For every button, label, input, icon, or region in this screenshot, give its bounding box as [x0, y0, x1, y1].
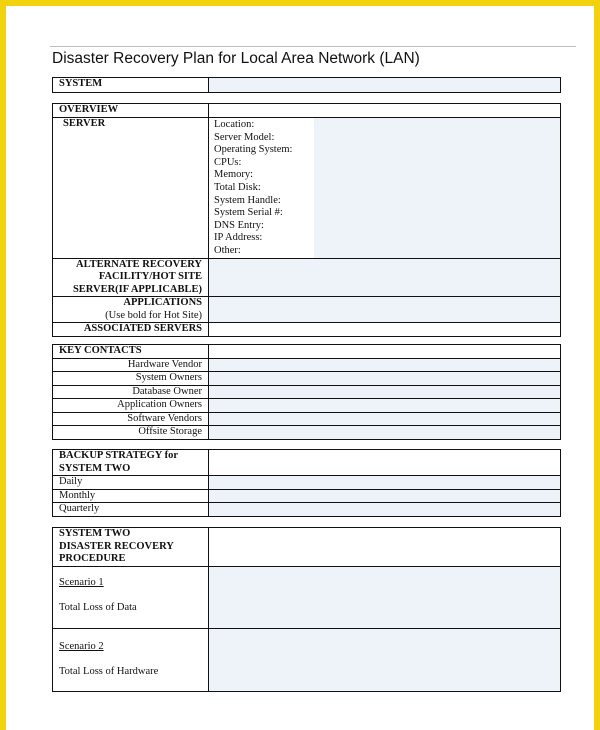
system-table — [52, 77, 561, 93]
contact-hardware-vendor-field[interactable] — [209, 358, 561, 372]
server-location-label: Location: — [214, 119, 255, 130]
backup-monthly-label: Monthly — [53, 489, 209, 503]
scenario-1-description: Total Loss of Data — [59, 601, 137, 613]
key-contacts-label: KEY CONTACTS — [53, 345, 209, 359]
alternate-site-label — [53, 258, 209, 297]
backup-label-line1: BACKUP STRATEGY for — [59, 450, 179, 461]
associated-servers-field[interactable] — [209, 323, 561, 337]
server-memory-label: Memory: — [214, 169, 254, 181]
contact-system-owners-field[interactable] — [209, 372, 561, 386]
key-contacts-field[interactable] — [209, 345, 561, 359]
procedure-field[interactable] — [209, 528, 561, 567]
key-contacts-table — [52, 344, 561, 440]
procedure-label-line1: SYSTEM TWO — [59, 528, 131, 539]
scenario-2-cell — [53, 629, 209, 692]
server-serial-label: System Serial #: — [214, 207, 283, 219]
scenario-2-title: Scenario 2 — [59, 641, 104, 652]
backup-monthly-field[interactable] — [209, 489, 561, 503]
applications-note: (Use bold for Hot Site) — [105, 309, 202, 321]
backup-field[interactable] — [209, 450, 561, 476]
header-rule — [50, 46, 576, 47]
document-page — [6, 6, 594, 730]
overview-label: OVERVIEW — [53, 104, 209, 118]
applications-label — [53, 297, 209, 323]
server-handle-label: System Handle: — [214, 194, 281, 206]
server-other-label: Other: — [214, 244, 241, 256]
scenario-2-description: Total Loss of Hardware — [59, 665, 159, 677]
backup-label — [53, 450, 209, 476]
backup-table — [52, 449, 561, 517]
backup-quarterly-label: Quarterly — [53, 503, 209, 517]
overview-table — [52, 103, 561, 337]
contact-application-owners-field[interactable] — [209, 399, 561, 413]
server-ip-label: IP Address: — [214, 232, 263, 244]
server-details-field[interactable] — [314, 118, 560, 258]
backup-label-line2: SYSTEM TWO — [59, 462, 131, 474]
backup-daily-label: Daily — [53, 476, 209, 490]
server-dns-label: DNS Entry: — [214, 219, 264, 231]
scenario-2-field[interactable] — [209, 629, 561, 692]
backup-daily-field[interactable] — [209, 476, 561, 490]
procedure-label-line2: DISASTER RECOVERY — [59, 540, 174, 552]
server-field-labels — [209, 118, 314, 258]
applications-title: APPLICATIONS — [123, 297, 202, 309]
server-disk-label: Total Disk: — [214, 181, 261, 193]
server-details — [209, 118, 561, 259]
applications-field[interactable] — [209, 297, 561, 323]
procedure-label-line3: PROCEDURE — [59, 553, 126, 564]
contact-hardware-vendor-label: Hardware Vendor — [53, 358, 209, 372]
contact-system-owners-label: System Owners — [53, 372, 209, 386]
contact-offsite-storage-label: Offsite Storage — [53, 426, 209, 440]
system-field[interactable] — [209, 78, 561, 93]
document-title: Disaster Recovery Plan for Local Area Network (LAN) — [52, 50, 420, 67]
server-label: SERVER — [53, 118, 209, 259]
contact-software-vendors-field[interactable] — [209, 412, 561, 426]
procedure-label — [53, 528, 209, 567]
scenario-1-cell — [53, 567, 209, 629]
contact-database-owner-label: Database Owner — [53, 385, 209, 399]
server-model-label: Server Model: — [214, 131, 275, 143]
alternate-site-line2: FACILITY/HOT SITE — [98, 271, 202, 283]
system-label: SYSTEM — [53, 78, 209, 93]
alternate-site-field[interactable] — [209, 258, 561, 297]
server-cpus-label: CPUs: — [214, 156, 242, 168]
overview-field[interactable] — [209, 104, 561, 118]
associated-servers-label: ASSOCIATED SERVERS — [53, 323, 209, 337]
contact-offsite-storage-field[interactable] — [209, 426, 561, 440]
contact-database-owner-field[interactable] — [209, 385, 561, 399]
contact-application-owners-label: Application Owners — [53, 399, 209, 413]
procedure-table — [52, 527, 561, 692]
alternate-site-line3: SERVER(IF APPLICABLE) — [72, 283, 202, 295]
server-os-label: Operating System: — [214, 144, 293, 156]
scenario-1-title: Scenario 1 — [59, 577, 104, 588]
backup-quarterly-field[interactable] — [209, 503, 561, 517]
alternate-site-line1: ALTERNATE RECOVERY — [76, 258, 202, 270]
scenario-1-field[interactable] — [209, 567, 561, 629]
contact-software-vendors-label: Software Vendors — [53, 412, 209, 426]
